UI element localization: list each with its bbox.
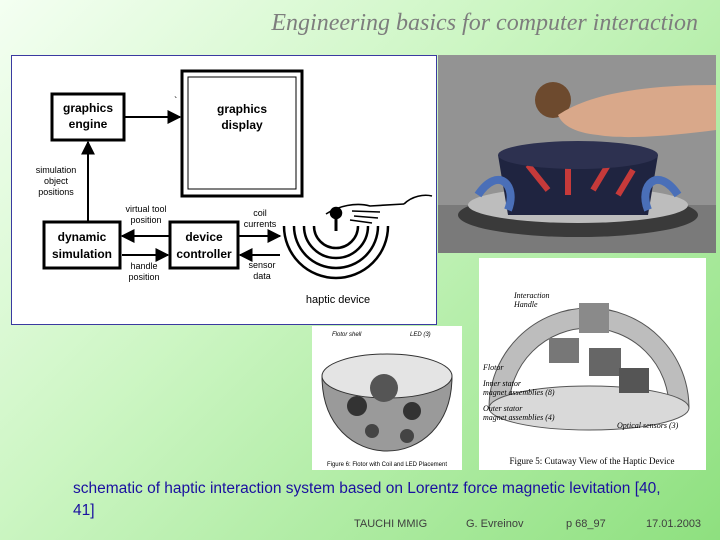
sensor-data-line1: sensor [248,260,276,270]
cutaway-label-optical-sensors: Optical sensors (3) [617,421,679,430]
dynamic-simulation-line1: dynamic [57,230,107,244]
graphics-engine-line1: graphics [62,101,114,115]
dynamic-simulation-line2: simulation [51,247,113,261]
haptic-device-photo [438,55,716,253]
simulation-object-positions-line3: positions [38,187,74,197]
device-controller-line2: controller [176,247,232,261]
slide-caption: schematic of haptic interaction system based on Lorentz force magnetic levitation [40, 41] [73,480,661,519]
haptic-device-label: haptic device [305,294,371,306]
simulation-object-positions-line1: simulation [35,165,77,175]
footer-page: p 68_97 [566,518,606,530]
footer-org: TAUCHI MMIG [354,518,428,530]
schematic-diagram [12,56,436,324]
cutaway-label-outer-stator: Outer stator [483,404,523,413]
coil-currents-line1: coil [253,208,267,218]
graphics-engine-line2: engine [68,117,108,131]
virtual-tool-position-line1: virtual tool [125,204,167,214]
virtual-tool-position-line2: position [130,215,162,225]
graphics-display-line1: graphics [216,102,268,116]
flotor-caption: Figure 6: Flotor with Coil and LED Placement [326,462,448,468]
graphics-display-line2: display [221,118,263,132]
cutaway-label-interaction: Interaction [514,291,550,300]
cutaway-label-flotor: Flotor [483,363,504,372]
device-controller-line1: device [185,230,223,244]
graphics-display-box [182,71,302,196]
footer-date: 17.01.2003 [646,518,702,530]
flotor-label-shell: Flotor shell [332,332,362,338]
slide-title: Engineering basics for computer interaction [271,10,698,36]
dynamic-simulation-box [44,222,120,268]
handle-position-line2: position [128,272,160,282]
sensor-data-line2: data [253,271,271,281]
simulation-object-positions-line2: object [43,176,69,186]
system-schematic [11,55,437,325]
handle-position-line1: handle [130,261,158,271]
haptic-device-drawing [284,195,432,278]
cutaway-label-inner-magnets: magnet assemblies (8) [483,388,555,397]
flotor-label-led: LED (3) [410,332,431,338]
svg-text:`: ` [174,96,178,107]
flotor-figure [312,326,462,470]
cutaway-caption: Figure 5: Cutaway View of the Haptic Device [509,456,675,466]
footer-author: G. Evreinov [466,518,524,530]
cutaway-label-outer-magnets: magnet assemblies (4) [483,413,555,422]
cutaway-label-handle: Handle [514,300,538,309]
coil-currents-line2: currents [243,219,277,229]
cutaway-view-figure [479,258,706,470]
device-controller-box [170,222,238,268]
cutaway-label-inner-stator: Inner stator [483,379,521,388]
